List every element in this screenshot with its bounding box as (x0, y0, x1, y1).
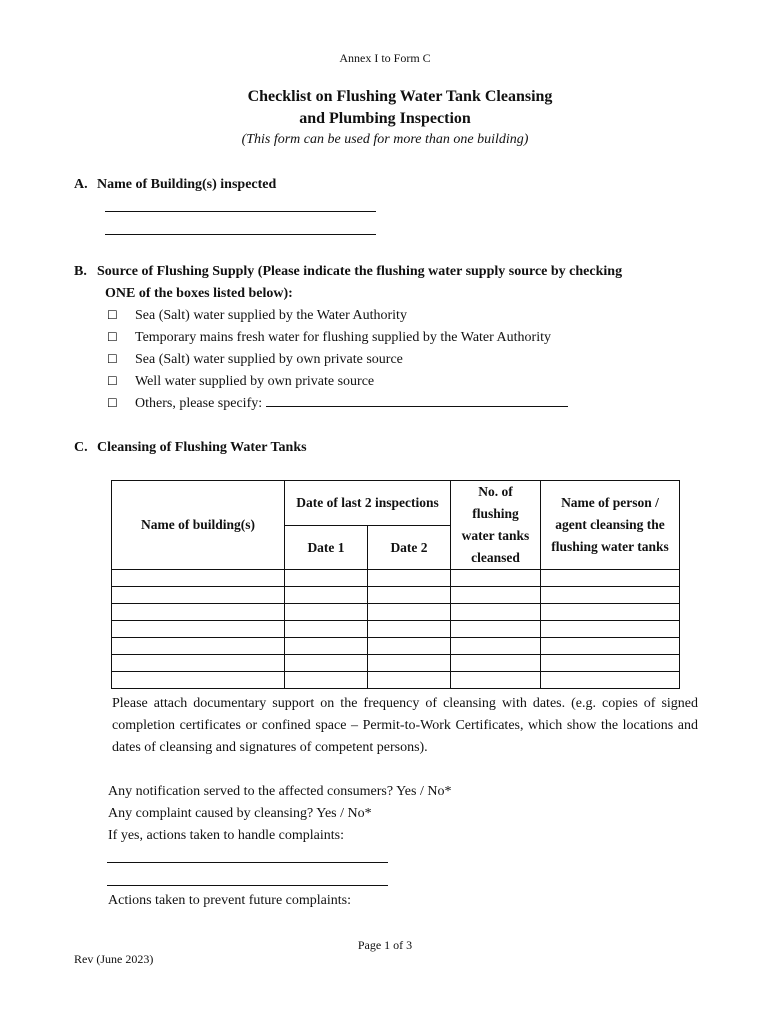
source-option-well-water[interactable] (107, 374, 374, 390)
table-cell[interactable] (451, 655, 541, 672)
checkbox-icon[interactable]: ☐ (107, 396, 118, 410)
section-c-heading (74, 440, 307, 456)
form-title-line2: and Plumbing Inspection (299, 110, 471, 127)
col-header-tanks: No. of flushing water tanks cleansed (451, 481, 541, 570)
source-option-sea-water-authority[interactable] (107, 308, 407, 324)
table-cell[interactable] (451, 587, 541, 604)
table-cell[interactable] (541, 570, 680, 587)
table-cell[interactable] (368, 570, 451, 587)
table-cell[interactable] (112, 638, 285, 655)
table-row (112, 570, 680, 587)
question-actions-taken: If yes, actions taken to handle complaints: (108, 828, 344, 843)
option-label: Well water supplied by own private source (135, 374, 375, 389)
building-name-line-2[interactable] (105, 234, 376, 235)
table-cell[interactable] (541, 655, 680, 672)
table-cell[interactable] (451, 570, 541, 587)
option-label: Sea (Salt) water supplied by the Water Authority (135, 308, 407, 323)
section-a-heading (74, 177, 276, 193)
table-cell[interactable] (368, 587, 451, 604)
table-cell[interactable] (285, 604, 368, 621)
section-b-title: Source of Flushing Supply (Please indicate the flushing water supply source by checking (97, 264, 623, 279)
col-header-dates: Date of last 2 inspections (285, 481, 451, 526)
cleansing-table (111, 480, 680, 689)
table-cell[interactable] (112, 587, 285, 604)
table-cell[interactable] (368, 655, 451, 672)
table-row (112, 621, 680, 638)
source-option-temporary-mains[interactable] (107, 330, 551, 346)
question-prevent-complaints: Actions taken to prevent future complaints: (108, 893, 351, 908)
section-c-title: Cleansing of Flushing Water Tanks (97, 440, 307, 455)
section-b-letter: B. (74, 264, 87, 279)
question-complaint: Any complaint caused by cleansing? Yes / No* (108, 806, 372, 821)
form-title: Checklist on Flushing Water Tank Cleansing (247, 88, 553, 105)
documentation-note: Please attach documentary support on the frequency of cleansing with dates. (e.g. copies of signed completion certificates or confined space – Permit-to-Work Certificates, which show the locations and dates of cleansing and signatures of competent persons). (112, 696, 698, 755)
table-cell[interactable] (368, 638, 451, 655)
col-header-building: Name of building(s) (112, 481, 285, 570)
section-b-heading (74, 264, 622, 280)
section-b-title-line2: ONE of the boxes listed below): (105, 286, 293, 301)
col-header-date1: Date 1 (285, 526, 368, 570)
table-cell[interactable] (285, 587, 368, 604)
table-row (112, 672, 680, 689)
actions-line-1[interactable] (107, 862, 388, 863)
table-cell[interactable] (368, 672, 451, 689)
actions-line-2[interactable] (107, 885, 388, 886)
table-cell[interactable] (451, 638, 541, 655)
source-option-sea-private[interactable] (107, 352, 403, 368)
col-header-person: Name of person / agent cleansing the flushing water tanks (541, 481, 680, 570)
table-cell[interactable] (451, 621, 541, 638)
table-cell[interactable] (285, 621, 368, 638)
checkbox-icon[interactable]: ☐ (107, 330, 118, 344)
table-cell[interactable] (368, 621, 451, 638)
table-cell[interactable] (368, 604, 451, 621)
option-label: Temporary mains fresh water for flushing supplied by the Water Authority (135, 330, 551, 345)
checkbox-icon[interactable]: ☐ (107, 352, 118, 366)
annex-label: Annex I to Form C (339, 51, 431, 65)
table-row (112, 604, 680, 621)
table-cell[interactable] (541, 638, 680, 655)
table-cell[interactable] (285, 672, 368, 689)
table-cell[interactable] (112, 604, 285, 621)
table-cell[interactable] (451, 604, 541, 621)
option-label: Sea (Salt) water supplied by own private source (135, 352, 403, 367)
revision-label: Rev (June 2023) (74, 952, 154, 966)
table-cell[interactable] (451, 672, 541, 689)
table-cell[interactable] (112, 655, 285, 672)
table-cell[interactable] (112, 570, 285, 587)
checkbox-icon[interactable]: ☐ (107, 308, 118, 322)
table-row (112, 638, 680, 655)
table-cell[interactable] (112, 621, 285, 638)
table-row (112, 587, 680, 604)
table-cell[interactable] (285, 655, 368, 672)
section-a-letter: A. (74, 177, 88, 192)
table-cell[interactable] (541, 604, 680, 621)
table-cell[interactable] (541, 672, 680, 689)
table-cell[interactable] (112, 672, 285, 689)
section-c-letter: C. (74, 440, 88, 455)
source-option-others[interactable] (107, 396, 568, 412)
table-cell[interactable] (285, 570, 368, 587)
page-number: Page 1 of 3 (357, 938, 413, 952)
table-cell[interactable] (541, 621, 680, 638)
checkbox-icon[interactable]: ☐ (107, 374, 118, 388)
form-subtitle: (This form can be used for more than one building) (241, 132, 529, 147)
question-notification: Any notification served to the affected consumers? Yes / No* (108, 784, 452, 799)
table-cell[interactable] (285, 638, 368, 655)
option-label: Others, please specify: (135, 396, 263, 411)
table-row (112, 655, 680, 672)
building-name-line-1[interactable] (105, 211, 376, 212)
section-a-title: Name of Building(s) inspected (97, 177, 277, 192)
col-header-date2: Date 2 (368, 526, 451, 570)
table-cell[interactable] (541, 587, 680, 604)
others-specify-line[interactable] (266, 396, 568, 407)
